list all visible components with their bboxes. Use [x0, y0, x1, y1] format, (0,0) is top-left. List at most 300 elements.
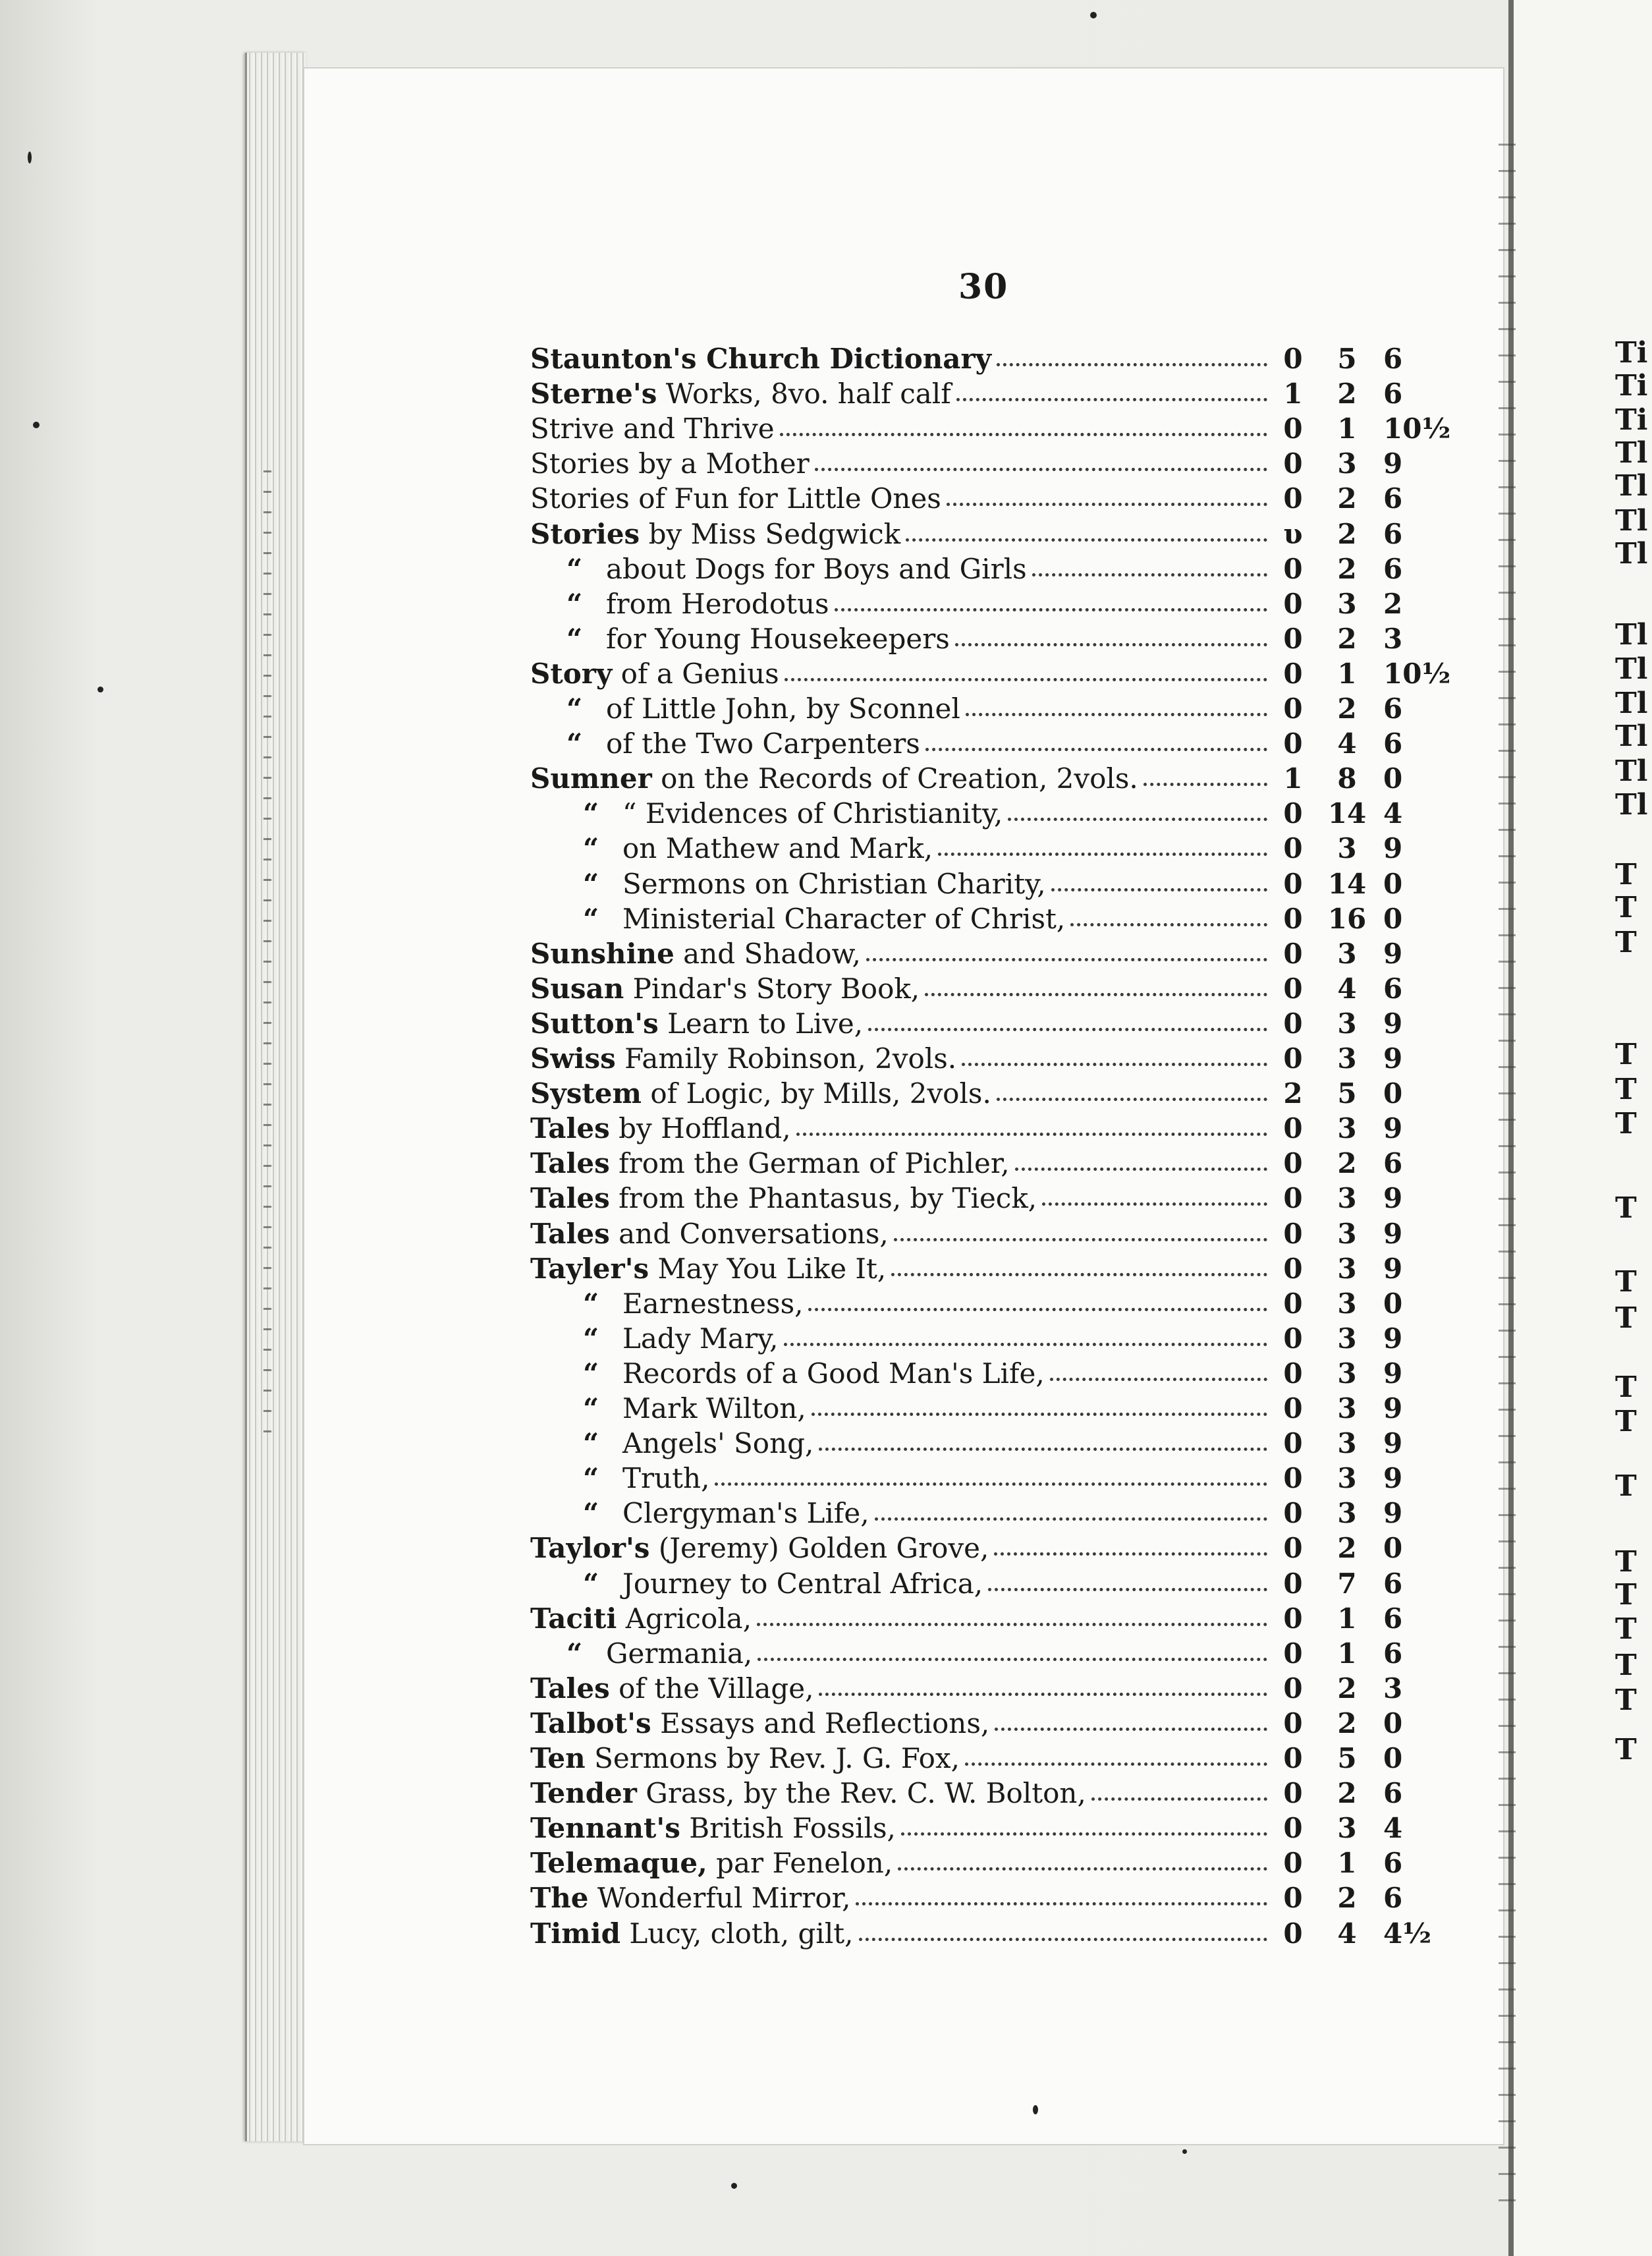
- catalogue-entry: [530, 1497, 1271, 1530]
- price-pence: 0: [1383, 903, 1403, 935]
- dot-leader: [962, 1063, 1267, 1066]
- price-pence: 9: [1383, 1253, 1403, 1285]
- dot-leader: [1015, 1168, 1267, 1171]
- facing-page-letter: Ti: [1615, 403, 1648, 437]
- catalogue-entry: [530, 797, 1271, 830]
- facing-page-letter: T: [1615, 1683, 1637, 1717]
- entry-title: Lady Mary,: [622, 1322, 779, 1355]
- dot-leader: [1051, 888, 1267, 891]
- price-shillings: 3: [1337, 1042, 1357, 1075]
- price-shillings: 2: [1337, 1147, 1357, 1179]
- price-shillings: 4: [1337, 727, 1357, 760]
- price-shillings: 3: [1337, 1462, 1357, 1494]
- ditto-mark: “: [583, 1392, 599, 1424]
- catalogue-entry: [530, 868, 1271, 901]
- price-pounds: 0: [1283, 588, 1303, 620]
- price-pounds: 0: [1283, 1253, 1303, 1285]
- ditto-mark: “: [583, 1287, 599, 1320]
- entry-lead-word: Tales: [530, 1672, 610, 1705]
- entry-title: about Dogs for Boys and Girls: [606, 553, 1027, 585]
- price-pounds: 0: [1283, 1462, 1303, 1494]
- entry-lead-word: Susan: [530, 973, 624, 1005]
- facing-page-letter: T: [1615, 1405, 1637, 1438]
- price-shillings: 3: [1337, 1253, 1357, 1285]
- price-pounds: 0: [1283, 1007, 1303, 1040]
- price-pence: 9: [1383, 1112, 1403, 1144]
- entry-title: Lucy, cloth, gilt,: [629, 1917, 854, 1950]
- dot-leader: [955, 643, 1267, 646]
- price-pence: 6: [1383, 378, 1403, 410]
- price-shillings: 3: [1337, 832, 1357, 864]
- price-shillings: 1: [1337, 1602, 1357, 1635]
- price-pounds: 0: [1283, 1182, 1303, 1214]
- price-shillings: 2: [1337, 1882, 1357, 1914]
- facing-page-letter: Tl: [1615, 618, 1648, 652]
- entry-lead-word: Taciti: [530, 1602, 617, 1635]
- price-pounds: 0: [1283, 832, 1303, 864]
- price-pounds: 0: [1283, 1497, 1303, 1529]
- book-fore-edge: [245, 53, 306, 2141]
- fore-edge-speckle: [263, 461, 271, 1450]
- entry-title: Mark Wilton,: [622, 1392, 806, 1424]
- ditto-mark: “: [583, 868, 599, 900]
- price-pounds: 0: [1283, 1112, 1303, 1144]
- price-pence: 6: [1383, 692, 1403, 725]
- entry-title: Ministerial Character of Christ,: [622, 903, 1066, 935]
- entry-title: on the Records of Creation, 2vols.: [661, 762, 1138, 795]
- dot-leader: [780, 433, 1267, 436]
- entry-title: from the Phantasus, by Tieck,: [619, 1182, 1037, 1214]
- price-pence: 9: [1383, 1392, 1403, 1424]
- price-shillings: 2: [1337, 1672, 1357, 1705]
- catalogue-entry: [530, 1777, 1271, 1810]
- entry-title: Truth,: [622, 1462, 710, 1494]
- dot-leader: [1050, 1378, 1267, 1381]
- entry-title: Sermons on Christian Charity,: [622, 868, 1046, 900]
- dot-leader: [1042, 1202, 1267, 1206]
- price-pounds: 0: [1283, 868, 1303, 900]
- facing-page-letter: T: [1615, 1301, 1637, 1335]
- dot-leader: [956, 398, 1267, 401]
- price-pence: 9: [1383, 1007, 1403, 1040]
- catalogue-entry: [530, 1218, 1271, 1251]
- entry-lead-word: Talbot's: [530, 1707, 651, 1739]
- entry-lead-word: Telemaque,: [530, 1847, 707, 1879]
- entry-title: British Fossils,: [689, 1812, 896, 1844]
- price-shillings: 3: [1337, 1812, 1357, 1844]
- price-pounds: 2: [1283, 1077, 1303, 1110]
- ditto-mark: “: [566, 692, 583, 725]
- dot-leader: [988, 1588, 1267, 1591]
- price-pence: 9: [1383, 1357, 1403, 1390]
- price-shillings: 3: [1337, 1322, 1357, 1355]
- price-pence: 6: [1383, 553, 1403, 585]
- price-pence: 3: [1383, 623, 1403, 655]
- dot-leader: [997, 363, 1267, 366]
- price-shillings: 3: [1337, 1427, 1357, 1459]
- entry-title: by Hoffland,: [619, 1112, 791, 1144]
- entry-lead-word: Staunton's Church Dictionary: [530, 343, 992, 375]
- page-number: 30: [958, 267, 1009, 307]
- facing-page-letter: T: [1615, 1370, 1637, 1404]
- ditto-mark: “: [583, 1357, 599, 1390]
- price-shillings: 2: [1337, 1532, 1357, 1564]
- dot-leader: [819, 1693, 1267, 1696]
- price-pence: 0: [1383, 868, 1403, 900]
- price-pence: 9: [1383, 1462, 1403, 1494]
- ditto-mark: “: [566, 588, 583, 620]
- dot-leader: [868, 1028, 1267, 1031]
- price-pence: 6: [1383, 973, 1403, 1005]
- price-pence: 0: [1383, 1707, 1403, 1739]
- scan-speck: [1182, 2149, 1187, 2154]
- dot-leader: [1032, 573, 1267, 577]
- catalogue-entry: [530, 903, 1271, 936]
- catalogue-entry: [530, 482, 1271, 515]
- facing-page-letter: T: [1615, 891, 1637, 924]
- entry-lead-word: Tayler's: [530, 1253, 649, 1285]
- price-shillings: 7: [1337, 1567, 1357, 1600]
- dot-leader: [866, 958, 1267, 961]
- price-shillings: 3: [1337, 1182, 1357, 1214]
- price-shillings: 3: [1337, 1007, 1357, 1040]
- catalogue-entry: [530, 518, 1271, 551]
- price-pounds: 0: [1283, 1218, 1303, 1250]
- price-pounds: 0: [1283, 412, 1303, 445]
- entry-title: for Young Housekeepers: [606, 623, 950, 655]
- scan-speck: [1033, 2105, 1038, 2114]
- price-shillings: 1: [1337, 658, 1357, 690]
- entry-lead-word: Tennant's: [530, 1812, 680, 1844]
- facing-page-letter: T: [1615, 1265, 1637, 1299]
- facing-page-letter: T: [1615, 1578, 1637, 1612]
- price-pence: 6: [1383, 1637, 1403, 1670]
- ditto-mark: “: [583, 1567, 599, 1600]
- catalogue-entry: [530, 343, 1271, 376]
- facing-page-letter: Ti: [1615, 336, 1648, 370]
- facing-page-letter: T: [1615, 1107, 1637, 1141]
- price-pence: 9: [1383, 447, 1403, 480]
- facing-page-letter: T: [1615, 858, 1637, 891]
- entry-lead-word: System: [530, 1077, 642, 1110]
- price-shillings: 2: [1337, 692, 1357, 725]
- price-shillings: 2: [1337, 378, 1357, 410]
- entry-title: Records of a Good Man's Life,: [622, 1357, 1045, 1390]
- price-pence: 9: [1383, 832, 1403, 864]
- entry-lead-word: Sutton's: [530, 1007, 659, 1040]
- price-pounds: 0: [1283, 1042, 1303, 1075]
- dot-leader: [898, 1867, 1267, 1871]
- catalogue-entry: [530, 658, 1271, 691]
- price-pounds: 0: [1283, 623, 1303, 655]
- dot-leader: [997, 1098, 1267, 1101]
- price-pence: 3: [1383, 1672, 1403, 1705]
- scan-speck: [33, 422, 40, 428]
- price-pence: 9: [1383, 1427, 1403, 1459]
- entry-lead-word: Tender: [530, 1777, 637, 1809]
- entry-title: par Fenelon,: [716, 1847, 893, 1879]
- catalogue-entry: [530, 762, 1271, 795]
- price-pounds: 0: [1283, 1602, 1303, 1635]
- entry-title: Learn to Live,: [667, 1007, 864, 1040]
- price-pounds: 0: [1283, 343, 1303, 375]
- price-pounds: 0: [1283, 1742, 1303, 1774]
- entry-lead-word: Tales: [530, 1218, 610, 1250]
- dot-leader: [966, 713, 1267, 716]
- price-pence: 9: [1383, 1322, 1403, 1355]
- entry-lead-word: Sunshine: [530, 938, 675, 970]
- dot-leader: [875, 1517, 1267, 1521]
- catalogue-entry: [530, 1882, 1271, 1915]
- dot-leader: [835, 608, 1267, 611]
- price-pounds: 0: [1283, 973, 1303, 1005]
- ditto-mark: “: [583, 832, 599, 864]
- dot-leader: [947, 503, 1267, 506]
- ditto-mark: “: [583, 903, 599, 935]
- dot-leader: [784, 1343, 1267, 1346]
- price-pounds: 0: [1283, 1847, 1303, 1879]
- price-pounds: 0: [1283, 797, 1303, 830]
- price-pence: 9: [1383, 1218, 1403, 1250]
- catalogue-entry: [530, 1847, 1271, 1880]
- entry-title: Clergyman's Life,: [622, 1497, 869, 1529]
- price-pence: 6: [1383, 1602, 1403, 1635]
- dot-leader: [925, 993, 1267, 996]
- price-pence: 9: [1383, 938, 1403, 970]
- entry-title: Pindar's Story Book,: [632, 973, 920, 1005]
- entry-lead-word: Stories: [530, 518, 640, 550]
- price-shillings: 2: [1337, 553, 1357, 585]
- price-shillings: 2: [1337, 518, 1357, 550]
- price-pounds: 0: [1283, 553, 1303, 585]
- entry-title: Grass, by the Rev. C. W. Bolton,: [646, 1777, 1086, 1809]
- entry-title: Germania,: [606, 1637, 753, 1670]
- price-pence: 6: [1383, 727, 1403, 760]
- price-pence: 6: [1383, 343, 1403, 375]
- facing-page-speckle: [1499, 132, 1516, 2207]
- dot-leader: [938, 853, 1267, 856]
- entry-title: Angels' Song,: [622, 1427, 814, 1459]
- entry-title: of the Two Carpenters: [606, 727, 920, 760]
- facing-page-letter: Tl: [1615, 788, 1648, 822]
- price-shillings: 4: [1337, 973, 1357, 1005]
- price-shillings: 5: [1337, 1077, 1357, 1110]
- catalogue-entry: [530, 1147, 1271, 1180]
- catalogue-entry: [530, 1322, 1271, 1355]
- price-pounds: 0: [1283, 1147, 1303, 1179]
- catalogue-entry: [530, 378, 1271, 410]
- price-shillings: 3: [1337, 1392, 1357, 1424]
- facing-page-letter: Tl: [1615, 719, 1648, 753]
- price-pence: 9: [1383, 1182, 1403, 1214]
- dot-leader: [894, 1238, 1267, 1241]
- entry-title: of Logic, by Mills, 2vols.: [650, 1077, 991, 1110]
- entry-lead-word: Taylor's: [530, 1532, 650, 1564]
- price-shillings: 3: [1337, 447, 1357, 480]
- entry-title: of a Genius: [620, 658, 779, 690]
- entry-title: Journey to Central Africa,: [622, 1567, 983, 1600]
- dot-leader: [901, 1832, 1267, 1836]
- price-pounds: 0: [1283, 1882, 1303, 1914]
- price-pence: 0: [1383, 1287, 1403, 1320]
- ditto-mark: “: [583, 1497, 599, 1529]
- entry-lead-word: Sterne's: [530, 378, 657, 410]
- price-shillings: 2: [1337, 482, 1357, 515]
- price-pounds: 0: [1283, 727, 1303, 760]
- catalogue-entry: [530, 447, 1271, 480]
- entry-title: on Mathew and Mark,: [622, 832, 933, 864]
- entry-title: of the Village,: [619, 1672, 814, 1705]
- facing-page-letter: T: [1615, 926, 1637, 959]
- price-shillings: 3: [1337, 1497, 1357, 1529]
- entry-title: May You Like It,: [657, 1253, 887, 1285]
- price-pence: 6: [1383, 1567, 1403, 1600]
- catalogue-entry: [530, 1672, 1271, 1705]
- entry-lead-word: Tales: [530, 1112, 610, 1144]
- price-shillings: 3: [1337, 938, 1357, 970]
- price-pounds: 0: [1283, 903, 1303, 935]
- price-shillings: 3: [1337, 1287, 1357, 1320]
- dot-leader: [1143, 783, 1267, 786]
- price-pence: 9: [1383, 1042, 1403, 1075]
- price-pence: 10½: [1383, 658, 1451, 690]
- entry-title: Family Robinson, 2vols.: [624, 1042, 957, 1075]
- price-pounds: 0: [1283, 1392, 1303, 1424]
- entry-lead-word: The: [530, 1882, 589, 1914]
- price-pounds: 0: [1283, 1427, 1303, 1459]
- catalogue-entry: [530, 832, 1271, 865]
- catalogue-entry: [530, 1637, 1271, 1670]
- entry-title: Sermons by Rev. J. G. Fox,: [594, 1742, 960, 1774]
- dot-leader: [856, 1902, 1267, 1905]
- price-pounds: 0: [1283, 1357, 1303, 1390]
- price-shillings: 2: [1337, 623, 1357, 655]
- entry-lead-word: Swiss: [530, 1042, 616, 1075]
- dot-leader: [796, 1133, 1267, 1136]
- price-pounds: 0: [1283, 1637, 1303, 1670]
- dot-leader: [819, 1448, 1267, 1451]
- facing-page-letter: T: [1615, 1649, 1637, 1682]
- dot-leader: [808, 1308, 1267, 1311]
- facing-page-letter: T: [1615, 1469, 1637, 1503]
- facing-page-letter: T: [1615, 1038, 1637, 1071]
- entry-title: (Jeremy) Golden Grove,: [658, 1532, 989, 1564]
- dot-leader: [925, 748, 1267, 751]
- price-pence: 0: [1383, 762, 1403, 795]
- catalogue-entry: [530, 412, 1271, 445]
- price-pounds: 0: [1283, 1287, 1303, 1320]
- ditto-mark: “: [566, 727, 583, 760]
- entry-title: Stories of Fun for Little Ones: [530, 482, 941, 515]
- price-pounds: 0: [1283, 1672, 1303, 1705]
- dot-leader: [995, 1728, 1267, 1731]
- price-pence: 4: [1383, 797, 1403, 830]
- entry-title: Strive and Thrive: [530, 412, 775, 445]
- facing-page-letter: T: [1615, 1545, 1637, 1579]
- facing-page-letter: Tl: [1615, 537, 1648, 571]
- price-shillings: 1: [1337, 1847, 1357, 1879]
- facing-page-letter: T: [1615, 1612, 1637, 1646]
- price-pence: 6: [1383, 518, 1403, 550]
- price-pounds: 0: [1283, 482, 1303, 515]
- entry-lead-word: Timid: [530, 1917, 620, 1950]
- catalogue-entry: [530, 1077, 1271, 1110]
- facing-page-letter: Tl: [1615, 504, 1648, 538]
- facing-page-letter: Tl: [1615, 469, 1648, 503]
- price-pounds: 0: [1283, 1917, 1303, 1950]
- price-pounds: 0: [1283, 1777, 1303, 1809]
- entry-title: of Little John, by Sconnel: [606, 692, 960, 725]
- price-shillings: 1: [1337, 412, 1357, 445]
- facing-page-letter: Ti: [1615, 369, 1648, 403]
- price-shillings: 3: [1337, 1112, 1357, 1144]
- catalogue-entry: [530, 1742, 1271, 1775]
- catalogue-entry: [530, 1462, 1271, 1495]
- facing-page-letter: T: [1615, 1733, 1637, 1766]
- price-pounds: 0: [1283, 447, 1303, 480]
- catalogue-entry: [530, 1007, 1271, 1040]
- dot-leader: [891, 1273, 1267, 1276]
- catalogue-entry: [530, 1812, 1271, 1845]
- catalogue-entry: [530, 1253, 1271, 1285]
- ditto-mark: “: [566, 553, 583, 585]
- price-shillings: 5: [1337, 343, 1357, 375]
- entry-title: from Herodotus: [606, 588, 829, 620]
- facing-page-letter: Tl: [1615, 687, 1648, 720]
- catalogue-entry: [530, 938, 1271, 971]
- ditto-mark: “: [566, 1637, 583, 1670]
- catalogue-entry: [530, 1182, 1271, 1215]
- dot-leader: [757, 1623, 1267, 1626]
- entry-title: and Conversations,: [619, 1218, 889, 1250]
- ditto-mark: “: [583, 1322, 599, 1355]
- scan-speck: [28, 152, 32, 163]
- catalogue-entry: [530, 692, 1271, 725]
- price-shillings: 4: [1337, 1917, 1357, 1950]
- price-shillings: 3: [1337, 1218, 1357, 1250]
- facing-page-letter: Tl: [1615, 652, 1648, 686]
- catalogue-entry: [530, 1532, 1271, 1565]
- catalogue-entry: [530, 1567, 1271, 1600]
- dot-leader: [715, 1482, 1267, 1486]
- catalogue-entry: [530, 1707, 1271, 1740]
- entry-lead-word: Tales: [530, 1147, 610, 1179]
- entry-title: Wonderful Mirror,: [597, 1882, 851, 1914]
- catalogue-entry: [530, 588, 1271, 621]
- facing-page-letter: T: [1615, 1073, 1637, 1106]
- scan-speck: [1090, 12, 1097, 18]
- entry-title: Works, 8vo. half calf: [665, 378, 951, 410]
- price-pounds: 0: [1283, 692, 1303, 725]
- ditto-mark: “: [566, 623, 583, 655]
- price-pence: 4: [1383, 1812, 1403, 1844]
- dot-leader: [812, 1413, 1267, 1416]
- ditto-mark: “: [583, 1462, 599, 1494]
- dot-leader: [994, 1552, 1267, 1556]
- price-pence: 0: [1383, 1077, 1403, 1110]
- catalogue-entry: [530, 1357, 1271, 1390]
- price-pounds: 0: [1283, 1532, 1303, 1564]
- price-shillings: 2: [1337, 1777, 1357, 1809]
- catalogue-entry: [530, 1287, 1271, 1320]
- dot-leader: [1070, 923, 1267, 926]
- price-pounds: 0: [1283, 1567, 1303, 1600]
- catalogue-entry: [530, 623, 1271, 656]
- entry-lead-word: Sumner: [530, 762, 652, 795]
- entry-title: Earnestness,: [622, 1287, 804, 1320]
- entry-title: Agricola,: [625, 1602, 752, 1635]
- price-shillings: 5: [1337, 1742, 1357, 1774]
